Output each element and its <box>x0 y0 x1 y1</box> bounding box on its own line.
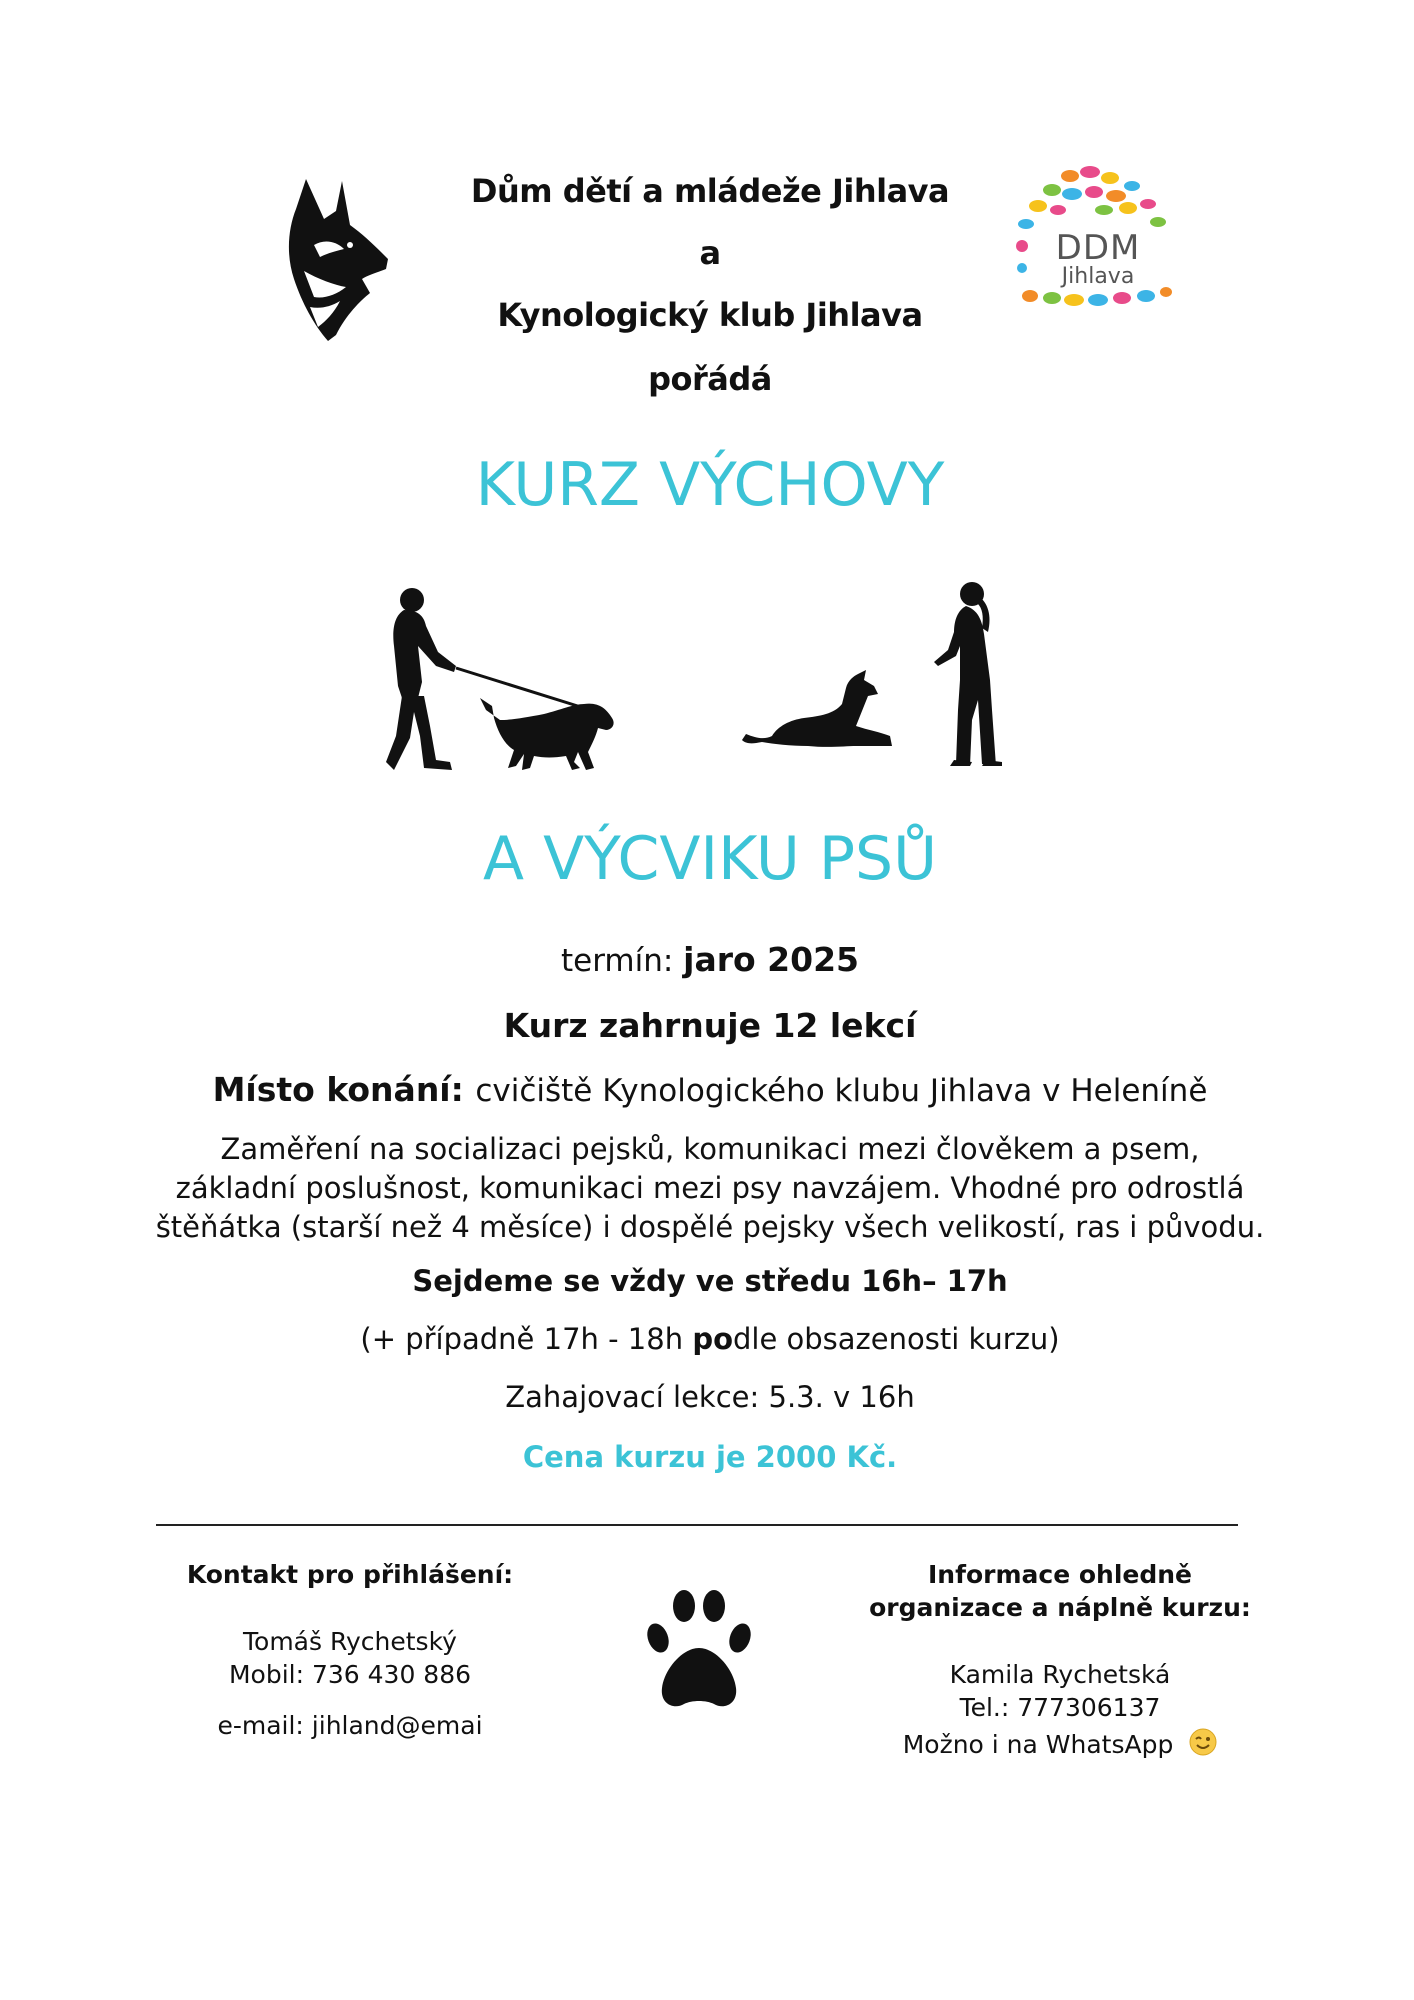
organizer-line-3: Kynologický klub Jihlava <box>497 296 923 334</box>
description-line-2: základní poslušnost, komunikaci mezi psy navzájem. Vhodné pro odrostlá <box>175 1171 1245 1205</box>
contact-right-heading-1: Informace ohledně <box>927 1560 1193 1589</box>
organizer-line-2: a <box>699 234 721 272</box>
description-line-3: štěňátka (starší než 4 měsíce) i dospělé pejsky všech velikostí, ras i původu. <box>155 1210 1265 1244</box>
description <box>100 1130 1320 1247</box>
dog-lying-person-standing-icon <box>738 580 1014 772</box>
contact-right-name: Kamila Rychetská <box>949 1660 1171 1689</box>
contact-right-whatsapp: Možno i na WhatsApp <box>902 1730 1174 1759</box>
lessons-line: Kurz zahrnuje 12 lekcí <box>503 1006 917 1045</box>
contact-left-email[interactable]: e-mail: jihland@emai <box>217 1711 483 1740</box>
schedule-line: Sejdeme se vždy ve středu 16h– 17h <box>412 1264 1008 1298</box>
description-line-1: Zaměření na socializaci pejsků, komunikaci mezi člověkem a psem, <box>220 1132 1200 1166</box>
term-line <box>200 940 1220 979</box>
contact-right-whatsapp-line <box>840 1728 1280 1764</box>
paw-print-icon <box>644 1590 754 1712</box>
contact-right-heading-2: organizace a náplně kurzu: <box>869 1593 1251 1622</box>
schedule-extra-c: dle obsazenosti kurzu) <box>733 1322 1060 1356</box>
term-label: termín: <box>560 943 684 979</box>
place-label: Místo konání: <box>212 1070 476 1109</box>
organizer-line-1: Dům dětí a mládeže Jihlava <box>470 172 950 210</box>
schedule-extra-a: (+ případně 17h - 18h <box>360 1322 693 1356</box>
contact-left-mobile: Mobil: 736 430 886 <box>228 1660 472 1689</box>
contact-right-phone: Tel.: 777306137 <box>959 1693 1161 1722</box>
price-line: Cena kurzu je 2000 Kč. <box>522 1440 898 1474</box>
place-value: cvičiště Kynologického klubu Jihlava v Heleníně <box>475 1073 1208 1109</box>
logo-text-main: DDM <box>1055 228 1141 268</box>
schedule-extra-line <box>200 1322 1220 1356</box>
winking-face-emoji <box>1189 1728 1217 1764</box>
divider <box>156 1524 1238 1526</box>
term-value: jaro 2025 <box>683 940 860 979</box>
logo-text-sub: Jihlava <box>1061 264 1135 289</box>
title-line-2: A VÝCVIKU PSŮ <box>482 824 938 894</box>
organizer-line-4: pořádá <box>648 360 772 398</box>
contact-left <box>150 1558 550 1742</box>
place-line <box>100 1070 1320 1109</box>
german-shepherd-head-icon <box>284 175 394 343</box>
contact-left-name: Tomáš Rychetský <box>243 1627 457 1656</box>
ddm-jihlava-logo <box>1008 164 1180 312</box>
schedule-extra-b: po <box>692 1322 733 1356</box>
person-walking-dog-icon <box>384 586 636 778</box>
title-line-1: KURZ VÝCHOVY <box>475 450 945 520</box>
contact-left-heading: Kontakt pro přihlášení: <box>186 1560 514 1589</box>
opening-line: Zahajovací lekce: 5.3. v 16h <box>505 1380 915 1414</box>
contact-right <box>840 1558 1280 1764</box>
